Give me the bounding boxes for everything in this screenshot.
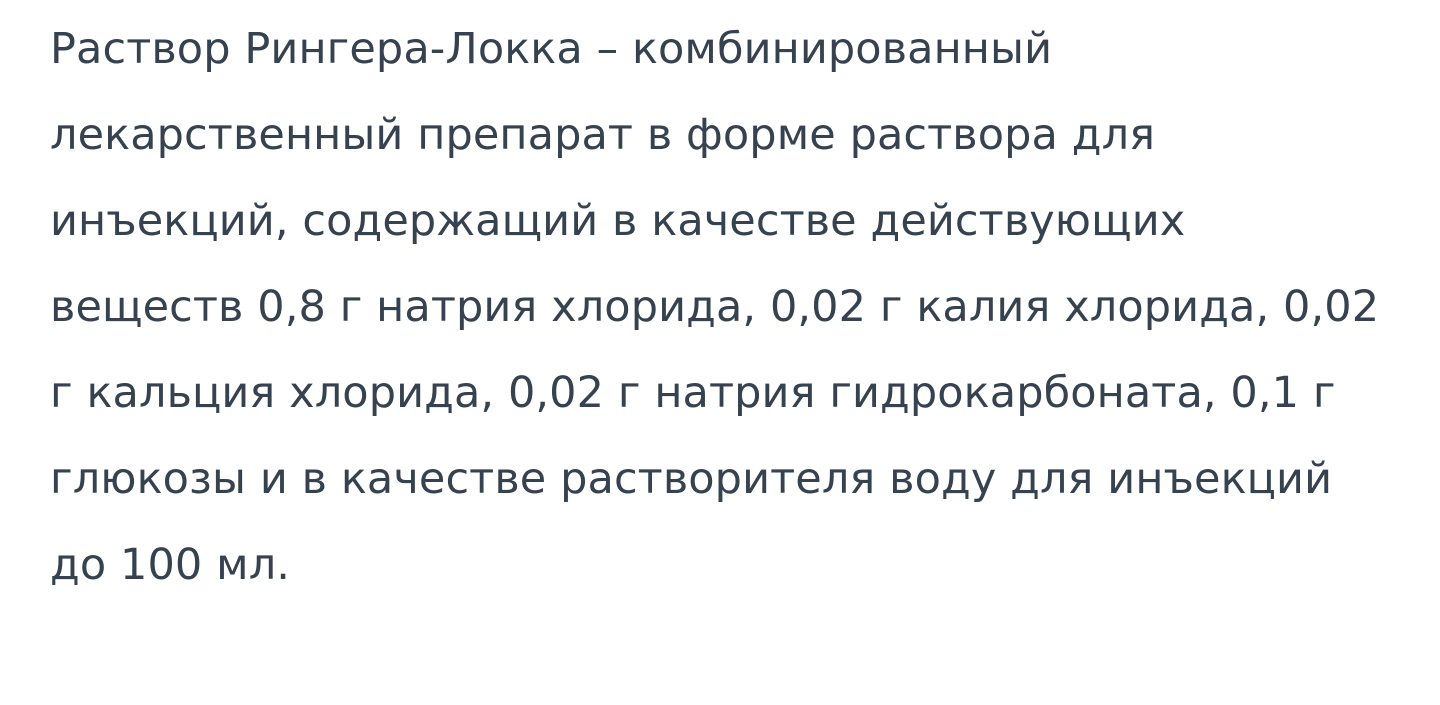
paragraph-text: Раствор Рингера-Локка – комбинированный лекарственный препарат в форме раствора для инъекций, содержащий в качестве действующих веществ 0,8 г натрия хлорида, 0,02 г калия хлорида, 0,02 г кальция хлорида, 0,02 г натрия гидрокарбоната, 0,1 г глюкозы и в качестве растворителя воду для инъекций до 100 мл. [50,24,1393,590]
